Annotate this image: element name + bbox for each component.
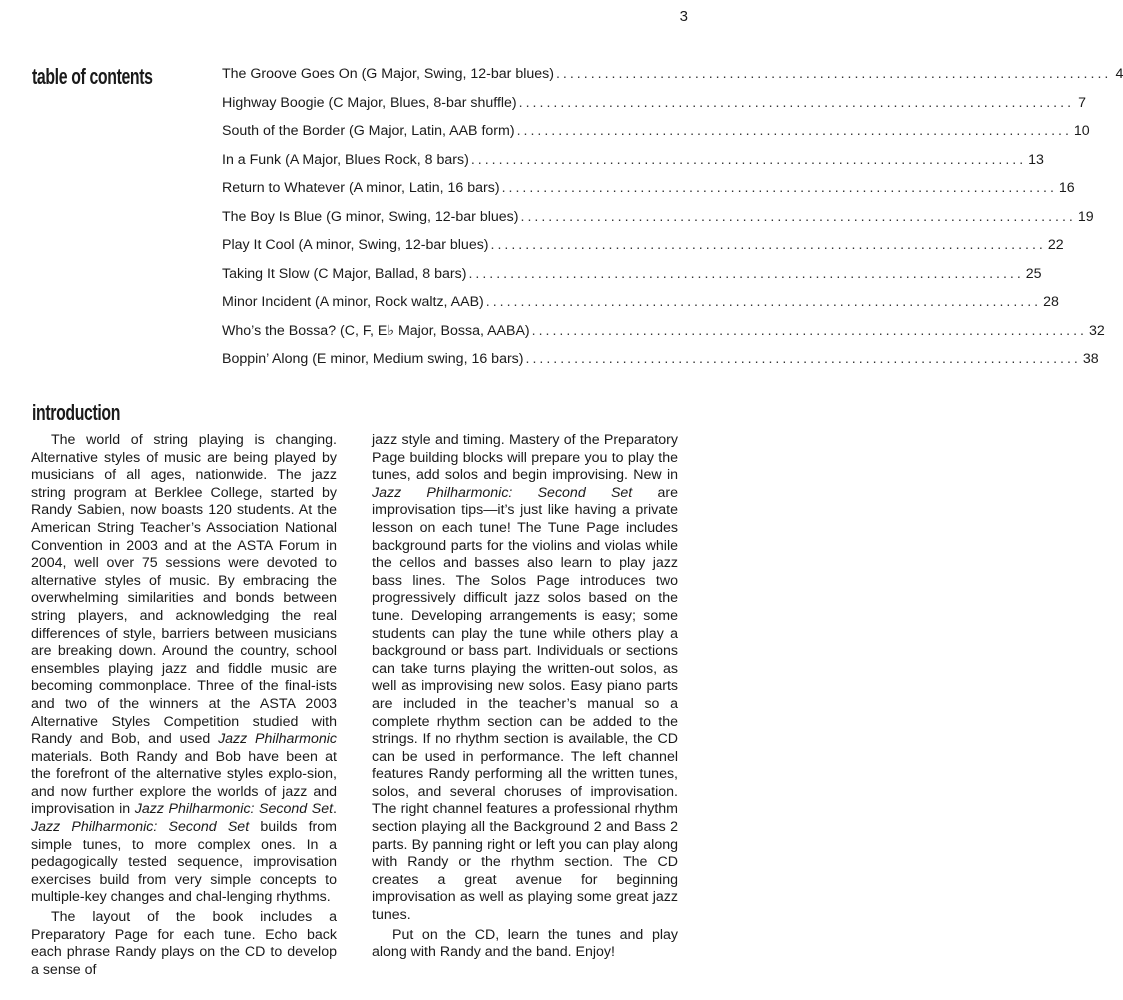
toc-entry-page: 25 xyxy=(1025,265,1042,282)
toc-entry-page: 32 xyxy=(1088,322,1105,339)
introduction-column-left xyxy=(31,432,337,979)
toc-leader-dots: ................................................................................ xyxy=(518,94,1075,111)
italic-title: Jazz Philharmonic xyxy=(218,731,337,748)
text-run: materials. Both Randy and Bob have been at the forefront of the alternative styles explo-sion, and now further explore the worlds of jazz and improvisation in xyxy=(31,748,337,818)
intro-paragraph-2-start: The layout of the book includes a Preparatory Page for each tune. Echo back each phrase Randy plays on the CD to develop a sense of xyxy=(31,909,337,978)
text-run: are improvisation tips—it’s just like having a private lesson on each tune! The Tune Page includes background parts for the violins and violas while the cellos and basses also learn to play jazz bass lines. The Solos Page introduces two progressively difficult jazz solos based on the tune. Developing arrangements is easy; some students can play the tune while others play a background or bass part. Individuals or sections can take turns playing the written-out solos, as well as improvising new solos. Easy piano parts are included in the teacher’s manual so a complete rhythm section can be added to the strings. If no rhythm section is available, the CD can be used in performance. The left channel features Randy performing all the written tunes, solos, and several choruses of improvisation. The right channel features a professional rhythm section playing all the Background 2 and Bass 2 parts. By panning right or left you can play along with Randy or the rhythm section. The CD creates a great avenue for beginning improvisation as well as playing some great jazz tunes. xyxy=(372,484,678,924)
toc-entry-title: Return to Whatever (A minor, Latin, 16 bars) xyxy=(222,180,500,196)
toc-entry-title: Highway Boogie (C Major, Blues, 8-bar shuffle) xyxy=(222,94,517,111)
text-run: jazz style and timing. Mastery of the Preparatory Page building blocks will prepare you to play the tunes, add solos and begin improvising. New in xyxy=(372,432,678,484)
toc-entry-title: Who’s the Bossa? (C, F, E♭ Major, Bossa, AABA) xyxy=(222,322,530,339)
toc-entry-page: 10 xyxy=(1073,123,1090,139)
toc-entry xyxy=(222,151,1044,181)
toc-entry-title: South of the Border (G Major, Latin, AAB form) xyxy=(222,123,515,139)
toc-entry xyxy=(222,208,1094,238)
toc-leader-dots: ................................................................................ xyxy=(520,208,1076,225)
intro-paragraph-3: Put on the CD, learn the tunes and play along with Randy and the band. Enjoy! xyxy=(372,926,678,961)
text-run: builds from simple tunes, to more complex ones. In a pedagogically tested sequence, improvisation exercises build from very simple concepts to multiple-key changes and chal-lenging rhythms. xyxy=(31,819,337,906)
toc-entry xyxy=(222,123,1090,152)
toc-leader-dots: ................................................................................ xyxy=(525,351,1081,367)
toc-leader-dots: ................................................................................ xyxy=(485,294,1042,310)
italic-title: Jazz Philharmonic: Second Set xyxy=(31,819,250,836)
toc-entry-page: 13 xyxy=(1028,151,1044,168)
toc-leader-dots: ................................................................................ xyxy=(501,180,1057,196)
toc-entry xyxy=(222,94,1087,124)
toc-entry-page: 38 xyxy=(1082,351,1099,367)
toc-entry-title: The Boy Is Blue (G minor, Swing, 12-bar blues) xyxy=(222,208,519,225)
intro-paragraph-2-continued xyxy=(372,432,678,925)
toc-entry xyxy=(222,322,1105,352)
toc-leader-dots: ................................................................................ xyxy=(470,151,1027,168)
toc-heading: table of contents xyxy=(32,64,153,89)
toc-list xyxy=(222,66,1123,380)
toc-entry-title: Boppin’ Along (E minor, Medium swing, 16 bars) xyxy=(222,351,524,367)
toc-entry xyxy=(222,351,1099,380)
toc-entry-page: 19 xyxy=(1077,208,1094,225)
toc-entry-title: Taking It Slow (C Major, Ballad, 8 bars) xyxy=(222,265,467,282)
italic-title: Jazz Philharmonic: Second Set xyxy=(372,484,633,501)
intro-paragraph-1 xyxy=(31,432,337,907)
toc-entry-page: 22 xyxy=(1047,237,1064,253)
introduction-column-right xyxy=(372,432,678,962)
toc-entry xyxy=(222,66,1123,95)
introduction-heading: introduction xyxy=(32,400,121,425)
toc-entry xyxy=(222,180,1075,209)
toc-entry xyxy=(222,237,1064,266)
italic-title: Jazz Philharmonic: Second Set xyxy=(134,801,334,818)
toc-leader-dots: ................................................................................ xyxy=(555,66,1112,82)
text-run: The world of string playing is changing. Alternative styles of music are being played by musicians of all ages, nationwide. The jazz string program at Berklee College, started by Randy Sabien, now boasts 120 students. At the American String Teacher’s Association National Convention in 2003 and at the ASTA Forum in 2004, well over 75 sessions were devoted to alternative styles of music. By embracing the overwhelming similarities and bonds between string players, and acknowledging the real differences of style, barriers between musicians are breaking down. Around the country, school ensembles playing jazz and fiddle music are becoming commonplace. Three of the final-ists and two of the winners at the ASTA 2003 Alternative Styles Competition studied with Randy and Bob, and used xyxy=(31,432,337,748)
toc-entry-title: Minor Incident (A minor, Rock waltz, AAB) xyxy=(222,294,484,310)
toc-entry xyxy=(222,265,1042,295)
toc-entry xyxy=(222,294,1059,323)
toc-leader-dots: ................................................................................ xyxy=(490,237,1046,253)
text-run: . xyxy=(333,801,337,818)
toc-leader-dots: ................................................................................ xyxy=(468,265,1024,282)
toc-entry-page: 4 xyxy=(1115,66,1123,82)
toc-entry-title: Play It Cool (A minor, Swing, 12-bar blues) xyxy=(222,237,489,253)
toc-leader-dots: ................................................................................ xyxy=(516,123,1072,139)
toc-leader-dots: ................................................................................ xyxy=(531,322,1087,339)
page-number: 3 xyxy=(679,8,688,25)
toc-entry-page: 28 xyxy=(1043,294,1059,310)
toc-entry-title: The Groove Goes On (G Major, Swing, 12-bar blues) xyxy=(222,66,554,82)
toc-entry-page: 7 xyxy=(1078,94,1087,111)
toc-entry-page: 16 xyxy=(1058,180,1075,196)
toc-entry-title: In a Funk (A Major, Blues Rock, 8 bars) xyxy=(222,151,469,168)
